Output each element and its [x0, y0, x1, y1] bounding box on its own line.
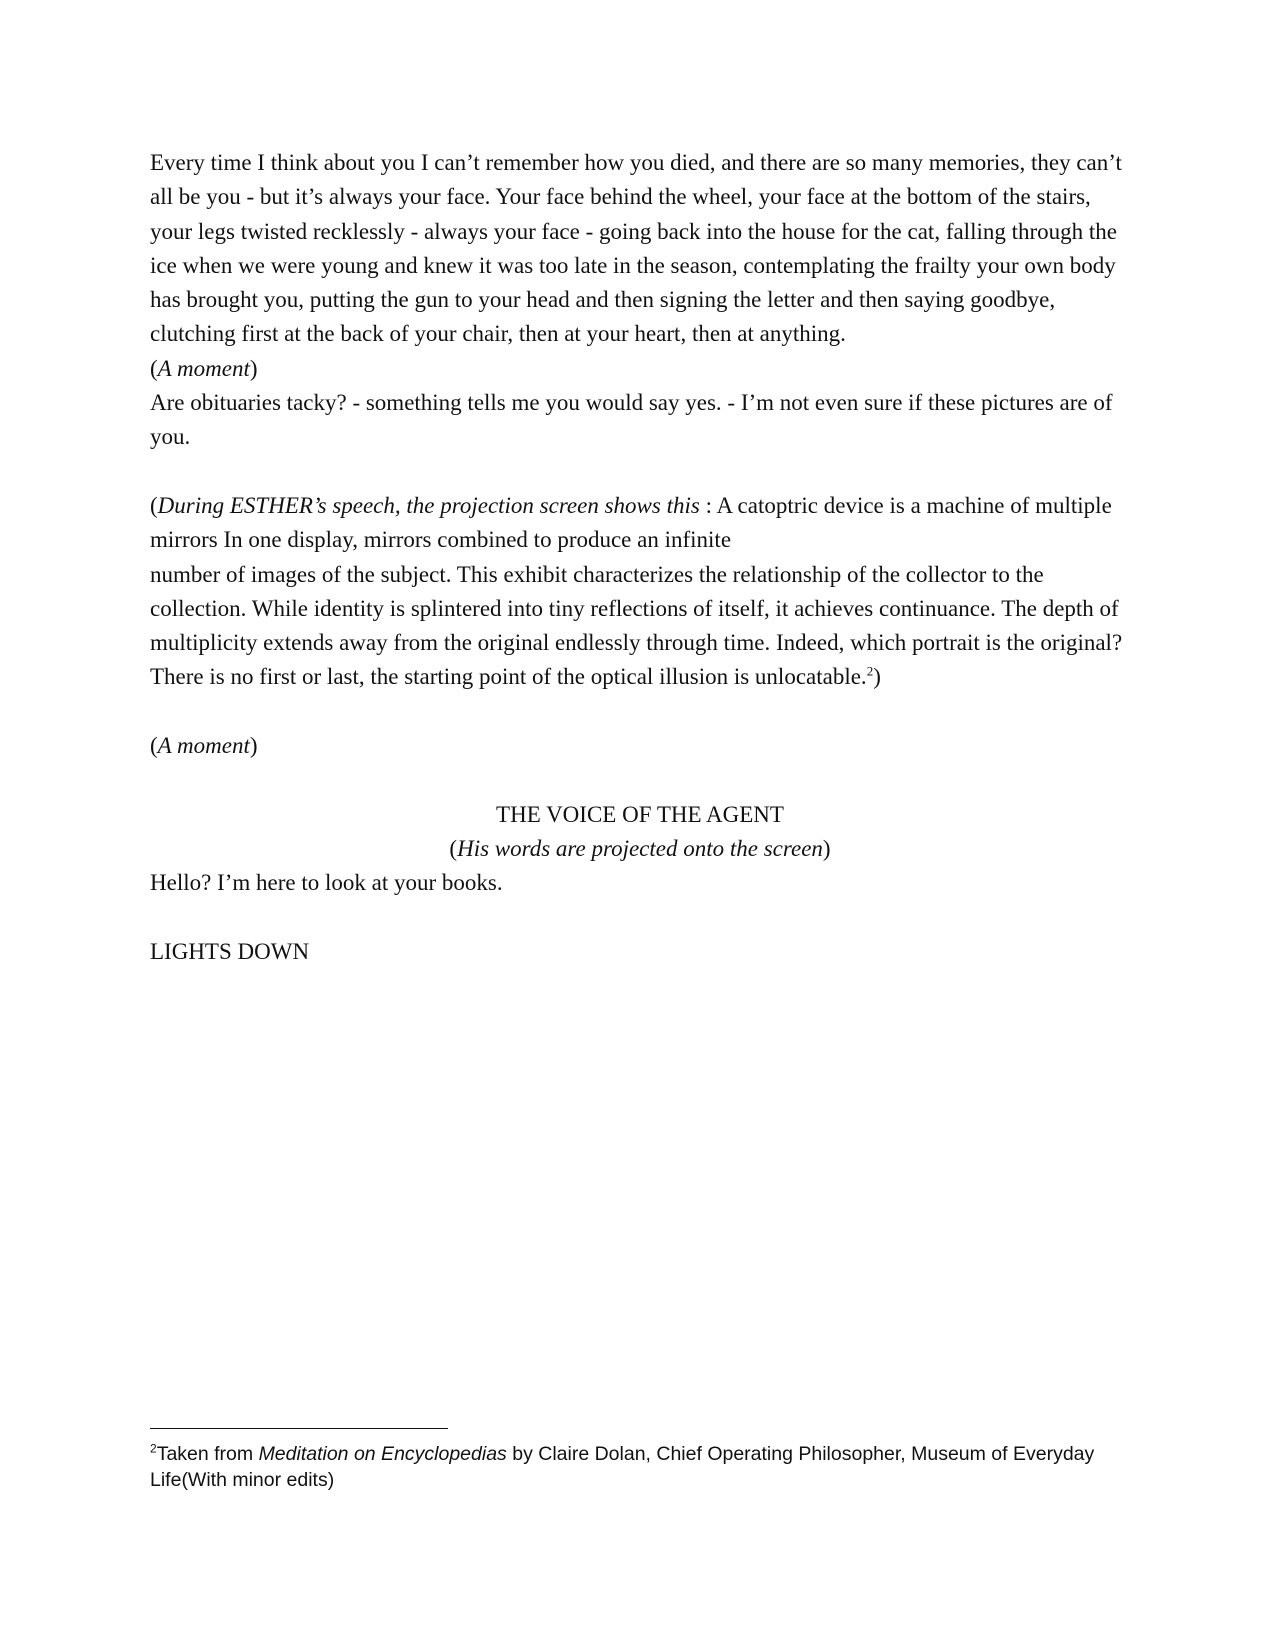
blank-line — [150, 901, 1130, 935]
blank-line — [150, 455, 1130, 489]
footnote-separator — [150, 1428, 448, 1429]
script-page — [150, 146, 1130, 969]
blank-line — [150, 763, 1130, 797]
stage-direction-text: A moment — [157, 733, 250, 759]
projection-text-rest: number of images of the subject. This exhibit characterizes the relationship of the collector to the collection. While identity is splintered into tiny reflections of itself, it achieves continuance. The depth of multiplicity extends away from the original endlessly through time. Indeed, which portrait is the original? There is no first or last, the starting point of the optical illusion is unlocatable. — [150, 561, 1123, 690]
stage-direction-moment-2: (A moment) — [150, 733, 258, 759]
character-parenthetical: (His words are projected onto the screen) — [449, 835, 831, 861]
footnote-marker: 2 — [150, 1441, 157, 1456]
projection-direction: (During ESTHER’s speech, the projection screen shows this : A catoptric device is a machine of multiple mirrors In one display, mirrors combined to produce an infinite number of images of the subject. This exhibit characterizes the relationship of the collector to the collection. While identity is splintered into tiny reflections of itself, it achieves continuance. The depth of multiplicity extends away from the original endlessly through time. Indeed, which portrait is the original? There is no first or last, the starting point of the optical illusion is unlocatable.$^2$) — [150, 492, 1123, 690]
footnote-prefix: Taken from — [156, 1443, 259, 1465]
monologue-continuation: Are obituaries tacky? - something tells me you would say yes. - I’m not even sure if these pictures are of you. — [150, 390, 1113, 450]
projection-intro: During ESTHER’s speech, the projection screen shows this — [157, 492, 700, 518]
character-name: THE VOICE OF THE AGENT — [496, 801, 784, 827]
footnote-reference: 2 — [866, 663, 874, 679]
stage-direction-moment-1: (A moment) — [150, 355, 258, 381]
stage-direction-text: A moment — [157, 355, 250, 381]
dialogue-line: Hello? I’m here to look at your books. — [150, 870, 503, 896]
monologue-paragraph: Every time I think about you I can’t remember how you died, and there are so many memories, they can’t all be you - but it’s always your face. Your face behind the wheel, your face at the bottom of the stairs, your legs twisted recklessly - always your face - going back into the house for the cat, falling through the ice when we were young and knew it was too late in the season, contemplating the frailty your own body has brought you, putting the gun to your head and then signing the letter and then saying goodbye, clutching first at the back of your chair, then at your heart, then at anything. — [150, 150, 1122, 347]
footnote — [150, 1441, 1110, 1493]
projection-text-line-1: : A catoptric device is a machine of multiple mirrors In one display, mirrors combined to produce an infinite — [150, 492, 1112, 553]
lights-cue: LIGHTS DOWN — [150, 938, 310, 964]
footnote-title: Meditation on Encyclopedias — [258, 1443, 507, 1465]
blank-line — [150, 695, 1130, 729]
footnote-suffix: by Claire Dolan, Chief Operating Philosopher, Museum of Everyday Life(With minor edits) — [150, 1443, 1095, 1491]
parenthetical-text: His words are projected onto the screen — [457, 835, 823, 861]
